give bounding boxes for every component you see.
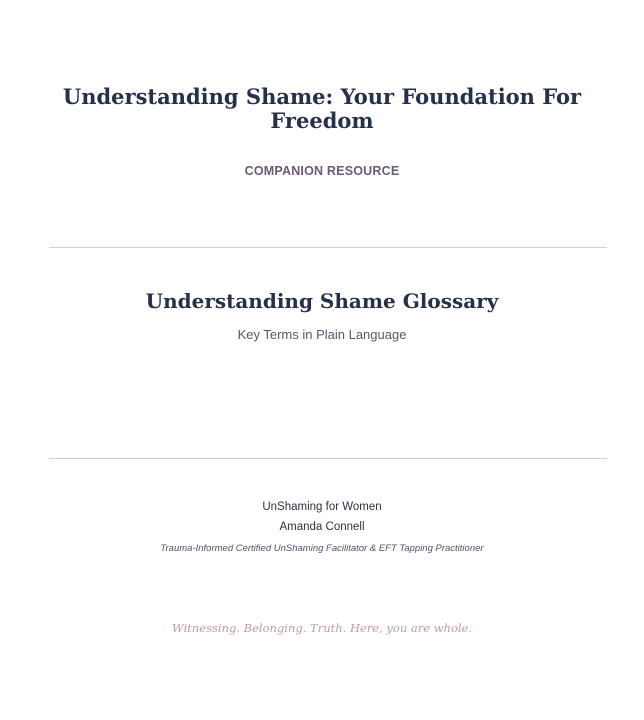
glossary-title: Understanding Shame Glossary [145, 289, 499, 313]
organization-name: UnShaming for Women [262, 501, 382, 513]
course-title: Understanding Shame: Your Foundation For Freedom [62, 84, 582, 133]
companion-resource-label: COMPANION RESOURCE [244, 164, 400, 178]
author-credentials: Trauma-Informed Certified UnShaming Facilitator & EFT Tapping Practitioner [160, 543, 484, 554]
bottom-divider [49, 458, 607, 459]
top-divider [49, 247, 607, 248]
tagline: Witnessing. Belonging. Truth. Here, you are whole. [171, 621, 473, 635]
author-name: Amanda Connell [279, 521, 365, 533]
glossary-subtitle: Key Terms in Plain Language [237, 327, 407, 342]
